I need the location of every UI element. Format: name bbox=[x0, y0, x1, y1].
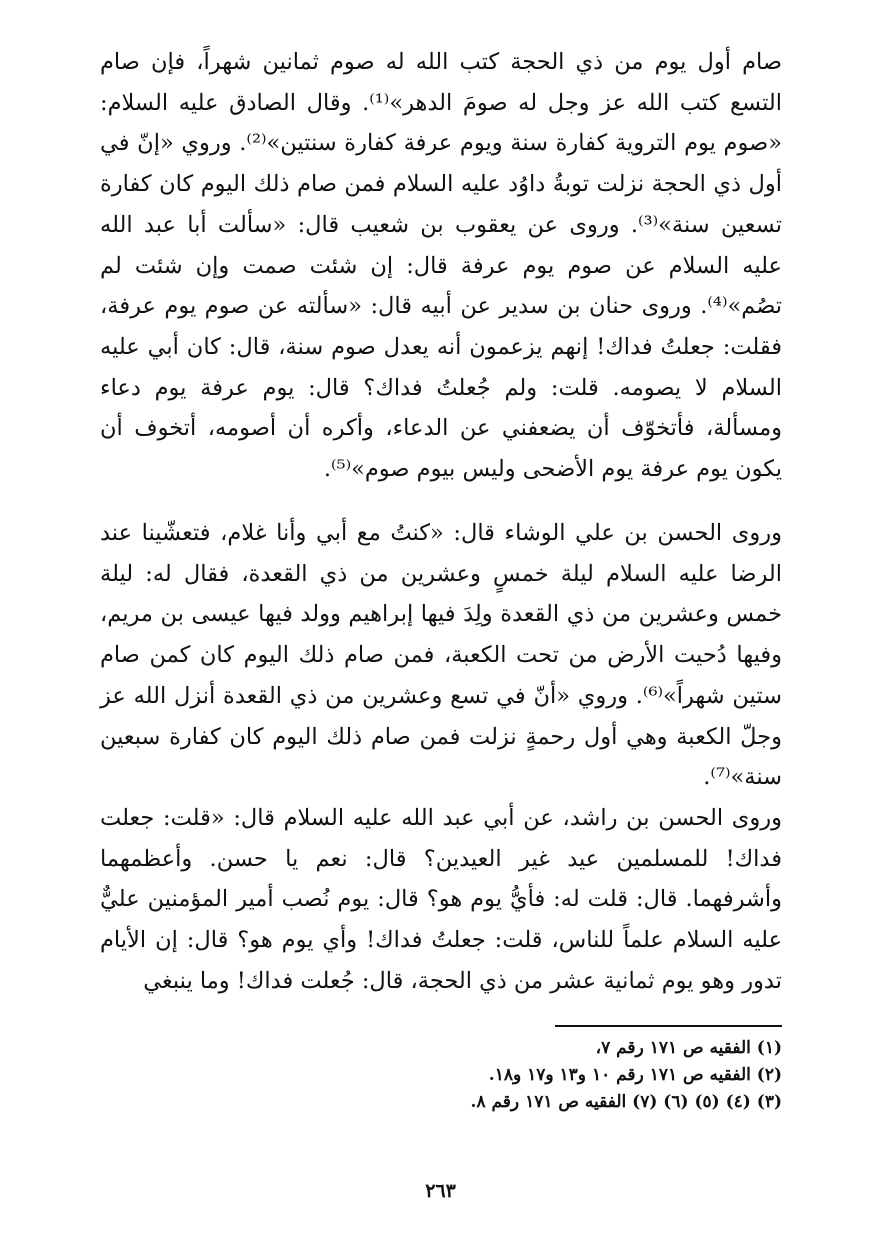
body-text-section-2 bbox=[100, 513, 782, 798]
footnote-separator bbox=[555, 1025, 782, 1027]
body-text-section-3 bbox=[100, 798, 782, 1002]
paragraph-1: صام أول يوم من ذي الحجة كتب الله له صوم ثمانين شهراً، فإن صام التسع كتب الله عز وجل له صومَ الدهر»⁽¹⁾. وقال الصادق عليه السلام: «صوم يوم التروية كفارة سنة ويوم عرفة كفارة سنتين»⁽²⁾. وروي «إنّ في أول ذي الحجة نزلت توبةُ داوُد عليه السلام فمن صام ذلك اليوم كان كفارة تسعين سنة»⁽³⁾. وروى عن يعقوب بن شعيب قال: «سألت أبا عبد الله عليه السلام عن صوم يوم عرفة قال: إن شئت صمت وإن شئت لم تصُم»⁽⁴⁾. وروى حنان بن سدير عن أبيه قال: «سألته عن صوم يوم عرفة، فقلت: جعلتُ فداك! إنهم يزعمون أنه يعدل صوم سنة، قال: كان أبي عليه السلام لا يصومه. قلت: ولم جُعلتُ فداك؟ قال: يوم عرفة يوم دعاء ومسألة، فأتخوّف أن يضعفني عن الدعاء، وأكره أن أصومه، أتخوف أن يكون يوم عرفة يوم الأضحى وليس بيوم صوم»⁽⁵⁾. bbox=[100, 49, 782, 483]
footnote-3: (٣) (٤) (٥) (٦) (٧) الفقيه ص ١٧١ رقم ٨. bbox=[470, 1092, 782, 1112]
footnote-2: (٢) الفقيه ص ١٧١ رقم ١٠ و١٣ و١٧ و١٨. bbox=[488, 1065, 782, 1085]
body-text-section-1 bbox=[100, 42, 782, 490]
footnote-1: (١) الفقيه ص ١٧١ رقم ٧، bbox=[595, 1038, 782, 1058]
page-number: ٢٦٣ bbox=[425, 1180, 456, 1202]
paragraph-3: وروى الحسن بن راشد، عن أبي عبد الله عليه السلام قال: «قلت: جعلت فداك! للمسلمين عيد غير العيدين؟ قال: نعم يا حسن. وأعظمهما وأشرفهما. قال: قلت له: فأيُّ يوم هو؟ قال: يوم نُصب أمير المؤمنين عليٌّ عليه السلام علماً للناس، قلت: جعلتُ فداك! وأي يوم هو؟ قال: إن الأيام تدور وهو يوم ثمانية عشر من ذي الحجة، قال: جُعلت فداك! وما ينبغي bbox=[100, 805, 782, 994]
paragraph-2: وروى الحسن بن علي الوشاء قال: «كنتُ مع أبي وأنا غلام، فتعشّينا عند الرضا عليه السلام ليلة خمسٍ وعشرين من ذي القعدة، فقال له: ليلة خمس وعشرين من ذي القعدة ولِدَ فيها إبراهيم وولد فيها عيسى بن مريم، وفيها دُحيت الأرض من تحت الكعبة، فمن صام ذلك اليوم كان كمن صام ستين شهراً»⁽⁶⁾. وروي «أنّ في تسع وعشرين من ذي القعدة أنزل الله عز وجلّ الكعبة وهي أول رحمةٍ نزلت فمن صام ذلك اليوم كان كفارة سبعين سنة»⁽⁷⁾. bbox=[100, 520, 782, 791]
footnotes bbox=[380, 1035, 782, 1116]
